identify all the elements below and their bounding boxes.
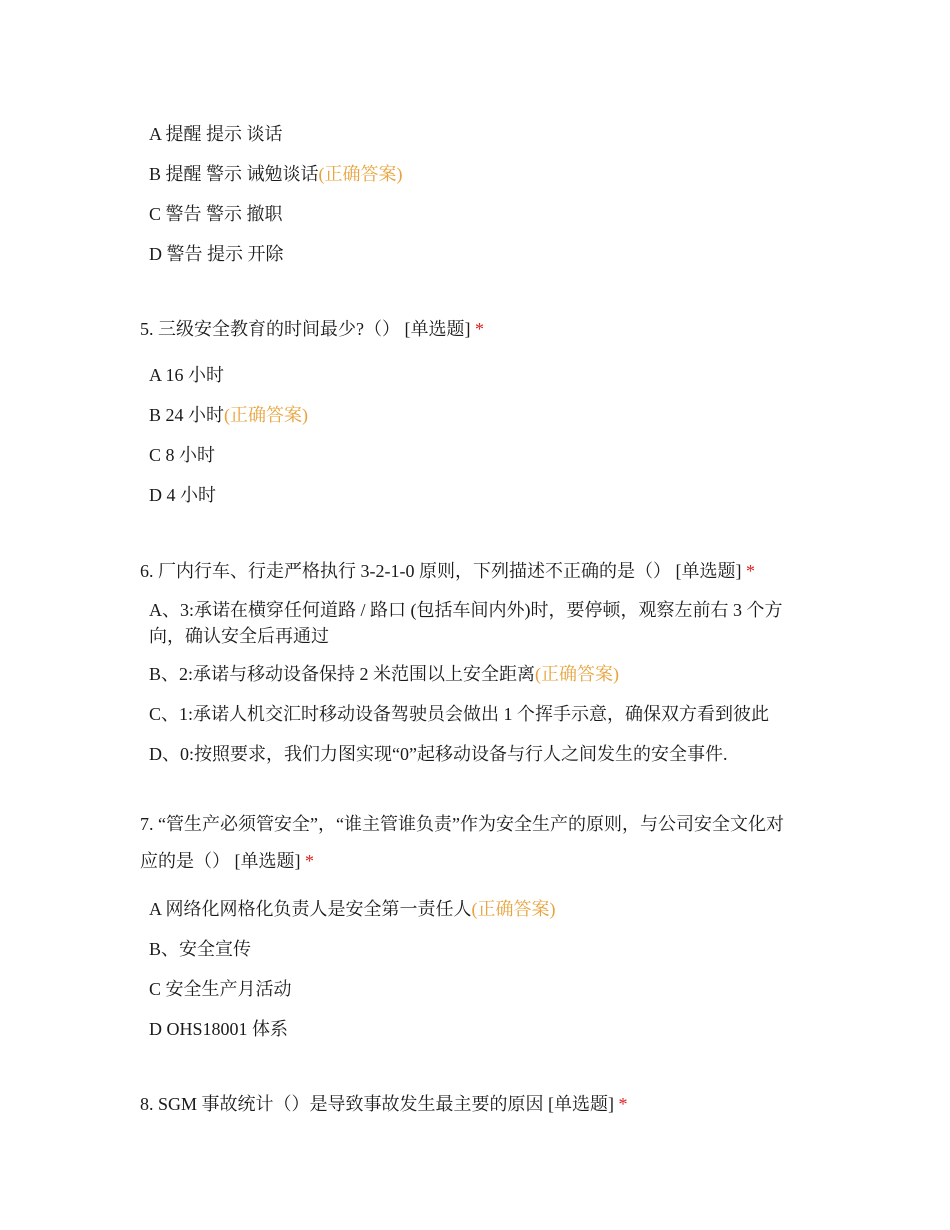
q6-options: [140, 590, 829, 774]
option-a: A 网络化网格化负责人是安全第一责任人(正确答案): [149, 899, 556, 919]
q5-options: [140, 355, 829, 515]
option-c: C 8 小时: [149, 445, 216, 465]
q6-title: 6. 厂内行车、行走严格执行 3-2-1-0 原则，下列描述不正确的是（） [单选题] *: [140, 561, 755, 581]
option-b: B 24 小时(正确答案): [149, 405, 309, 425]
option-d: D 警告 提示 开除: [149, 244, 284, 264]
required-star: *: [618, 1094, 628, 1114]
option-d: D 4 小时: [149, 485, 216, 505]
correct-answer-mark: (正确答案): [224, 405, 309, 425]
q5-title: 5. 三级安全教育的时间最少?（） [单选题] *: [140, 319, 484, 339]
option-c: C 安全生产月活动: [149, 979, 292, 999]
correct-answer-mark: (正确答案): [535, 664, 620, 684]
required-star: *: [305, 851, 314, 871]
option-a: A 16 小时: [149, 365, 225, 385]
option-c: C 警告 警示 撤职: [149, 204, 283, 224]
q4-options: [140, 114, 829, 274]
option-a: A、3:承诺在横穿任何道路 / 路口 (包括车间内外)时，要停顿，观察左前右 3 个方向，确认安全后再通过: [149, 600, 783, 646]
option-b: B 提醒 警示 诫勉谈话(正确答案): [149, 164, 403, 184]
option-d: D、0:按照要求，我们力图实现“0”起移动设备与行人之间发生的安全事件.: [149, 744, 728, 764]
correct-answer-mark: (正确答案): [471, 899, 556, 919]
option-a: A 提醒 提示 谈话: [149, 124, 283, 144]
q8-title: 8. SGM 事故统计（）是导致事故发生最主要的原因 [单选题] *: [140, 1094, 628, 1114]
correct-answer-mark: (正确答案): [318, 164, 403, 184]
required-star: *: [474, 319, 484, 339]
option-d: D OHS18001 体系: [149, 1019, 289, 1039]
q7-options: [140, 889, 829, 1049]
required-star: *: [745, 561, 755, 581]
option-b: B、安全宣传: [149, 939, 252, 959]
option-b: B、2:承诺与移动设备保持 2 米范围以上安全距离(正确答案): [149, 664, 620, 684]
option-c: C、1:承诺人机交汇时移动设备驾驶员会做出 1 个挥手示意，确保双方看到彼此: [149, 704, 770, 724]
q7-title: 7. “管生产必须管安全”，“谁主管谁负责”作为安全生产的原则，与公司安全文化对 应的是（） [单选题] *: [140, 814, 784, 871]
